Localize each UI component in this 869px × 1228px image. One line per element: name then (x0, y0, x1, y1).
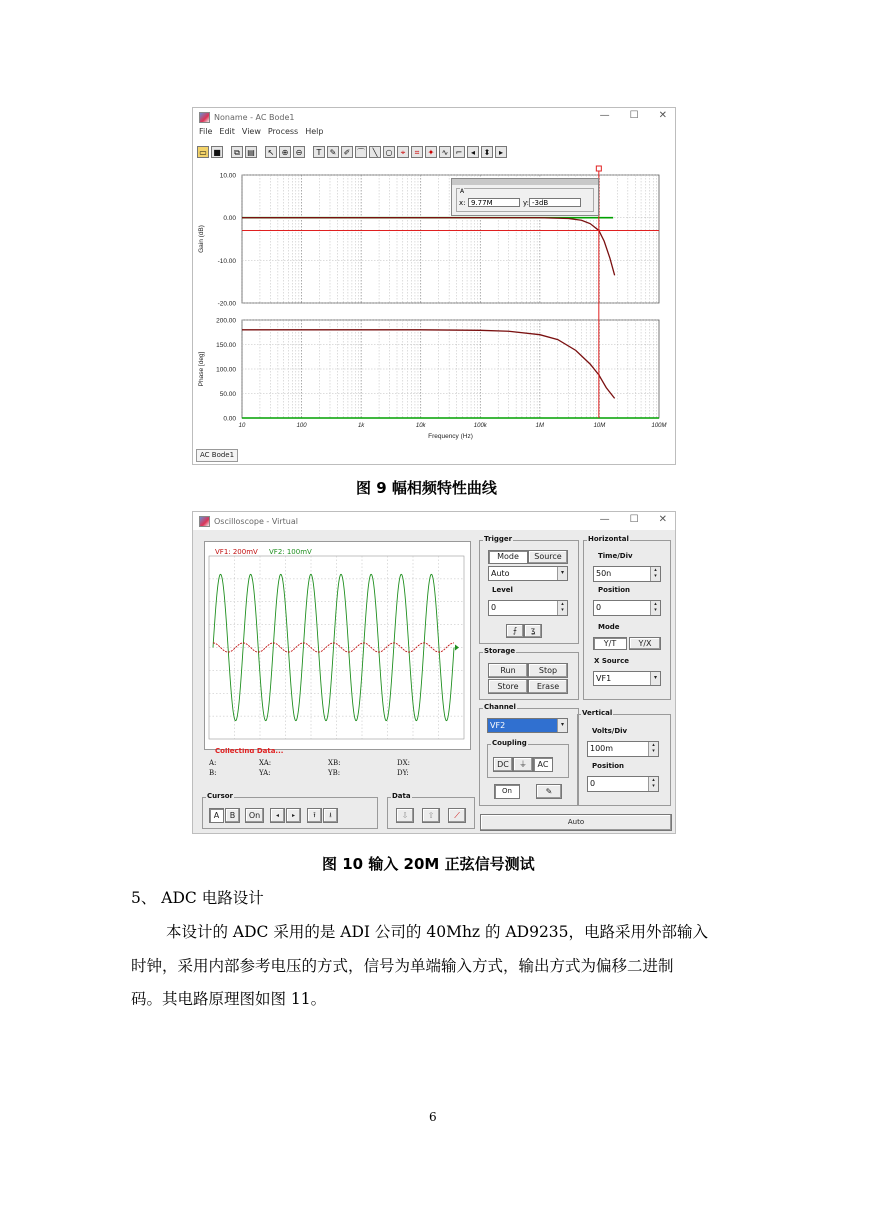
readout-b: B: (209, 769, 217, 777)
cursor-group (456, 188, 594, 212)
cursor-x-label: x: (459, 199, 466, 207)
step-right-icon[interactable]: ▸ (495, 146, 507, 158)
freq-tick-label: 10M (593, 423, 606, 429)
gain-tick-label: -20.00 (217, 300, 236, 308)
trigger-mode-value: Auto (491, 569, 510, 578)
readout-ya: YA: (259, 769, 271, 777)
status-tab[interactable]: AC Bode1 (196, 449, 238, 462)
gain-tick-label: 10.00 (219, 172, 236, 180)
coupling-group-label: Coupling (492, 739, 527, 747)
cursor-b-icon[interactable]: ⌗ (411, 146, 423, 158)
menu-process[interactable]: Process (267, 127, 299, 136)
copy-icon[interactable]: ⧉ (231, 146, 243, 158)
zoom-out-icon[interactable]: ⊖ (293, 146, 305, 158)
storage-erase-button[interactable]: Erase (528, 679, 568, 694)
menu-help[interactable]: Help (305, 127, 324, 136)
trigger-level-input[interactable] (488, 600, 568, 616)
bode-plot-window (192, 107, 676, 465)
gain-tick-label: -10.00 (217, 257, 236, 265)
menu-view[interactable]: View (241, 127, 261, 136)
data-import-icon[interactable]: ⇩ (396, 808, 414, 823)
channel-group-label: Channel (484, 703, 516, 711)
readout-dx: DX: (397, 759, 410, 767)
spinner-icon[interactable]: ▴ ▾ (650, 601, 660, 615)
minimize-button[interactable]: — (599, 110, 630, 121)
readout-xb: XB: (328, 759, 341, 767)
step-left-icon[interactable]: ◂ (467, 146, 479, 158)
vertical-group-label: Vertical (582, 709, 613, 717)
storage-group-label: Storage (484, 647, 516, 655)
spinner-icon[interactable]: ▴ ▾ (557, 601, 567, 615)
cursor-group-label: Cursor (207, 792, 234, 800)
collecting-data-status: Collecting Data... (215, 748, 284, 753)
maximize-button[interactable]: ☐ (629, 110, 659, 121)
cursor-readout-box (451, 178, 599, 216)
pointer-icon[interactable]: ↖ (265, 146, 277, 158)
v-position-input[interactable] (587, 776, 659, 792)
paragraph-line-1: 本设计的 ADC 采用的是 ADI 公司的 40Mhz 的 AD9235，电路采用外部输入 (166, 923, 709, 941)
data-group-label: Data (392, 792, 411, 800)
bode-title: Noname - AC Bode1 (214, 112, 295, 122)
minimize-button[interactable]: — (599, 514, 630, 525)
menu-file[interactable]: File (199, 127, 213, 136)
menu-edit[interactable]: Edit (219, 127, 235, 136)
trigger-mode-select[interactable] (488, 566, 568, 581)
data-graph-icon[interactable]: ⟋ (448, 808, 466, 823)
app-icon (199, 112, 210, 123)
phase-tick-label: 100.00 (216, 366, 236, 374)
freq-tick-label: 100k (473, 423, 487, 429)
phase-tick-label: 0.00 (223, 415, 236, 423)
phase-tick-label: 150.00 (216, 342, 236, 349)
oscilloscope-window (192, 511, 676, 834)
channel-value: VF2 (490, 721, 506, 730)
vf2-label: VF2: 100mV (269, 548, 312, 556)
circle-icon[interactable]: ○ (383, 146, 395, 158)
cursor-group (202, 792, 378, 829)
trigger-falling-edge-button[interactable]: ʓ (524, 624, 542, 638)
storage-store-button[interactable]: Store (488, 679, 528, 694)
storage-stop-button[interactable]: Stop (528, 663, 568, 678)
cursor-handle (596, 166, 601, 171)
phase-tick-label: 50.00 (219, 391, 236, 398)
paragraph-line-2: 时钟，采用内部参考电压的方式，信号为单端输入方式，输出方式为偏移二进制 (131, 957, 674, 975)
spinner-icon[interactable]: ▴ ▾ (648, 777, 658, 791)
menu-bar (193, 127, 323, 140)
close-button[interactable]: ✕ (658, 110, 667, 121)
h-position-label: Position (598, 586, 631, 594)
marker-icon[interactable]: ✦ (425, 146, 437, 158)
cursor-b-button[interactable]: B (225, 808, 240, 823)
h-position-input[interactable] (593, 600, 661, 616)
x-source-value: VF1 (596, 674, 612, 683)
cursor-box-header (452, 179, 598, 185)
storage-group (479, 647, 579, 700)
spinner-icon[interactable]: ▴ ▾ (648, 742, 658, 756)
time-div-value: 50n (596, 569, 612, 578)
volts-div-input[interactable] (587, 741, 659, 757)
paragraph-line-3: 码。其电路原理图如图 11。 (131, 990, 327, 1008)
pencil-icon[interactable]: ✐ (341, 146, 353, 158)
volts-div-value: 100m (590, 744, 614, 753)
cursor-down-button[interactable]: ⭳ (323, 808, 338, 823)
close-button[interactable]: ✕ (658, 514, 667, 525)
time-div-label: Time/Div (598, 552, 633, 560)
trigger-source-tab[interactable]: Source (528, 550, 568, 564)
vertical-group (577, 709, 671, 806)
window-controls (600, 514, 667, 525)
text-icon[interactable]: T (313, 146, 325, 158)
scope-screen (204, 541, 471, 750)
cursor-a-icon[interactable]: ⌖ (397, 146, 409, 158)
figure-9-caption: 图 9 幅相频特性曲线 (356, 479, 497, 497)
readout-a: A: (209, 759, 217, 767)
coupling-ac-button[interactable]: AC (533, 757, 553, 772)
freq-tick-label: 100 (296, 423, 307, 429)
channel-select[interactable] (487, 718, 568, 733)
trigger-level-value: 0 (491, 603, 497, 612)
storage-run-button[interactable]: Run (488, 663, 528, 678)
bode-plot-area (193, 162, 675, 452)
osc-titlebar (193, 512, 675, 530)
probe-icon[interactable]: ✎ (536, 784, 562, 799)
step-updown-icon[interactable]: ⬍ (481, 146, 493, 158)
window-controls (600, 110, 667, 121)
phase-axis-label: Phase [deg] (198, 351, 205, 387)
spinner-icon[interactable]: ▴ ▾ (650, 567, 660, 581)
maximize-button[interactable]: ☐ (629, 514, 659, 525)
app-icon (199, 516, 210, 527)
chevron-down-icon[interactable]: ▾ (557, 719, 567, 732)
cursor-a-button[interactable]: A (209, 808, 224, 823)
cursor-group-label: A (460, 188, 465, 195)
coupling-gnd-button[interactable]: ⏚ (513, 757, 533, 772)
x-source-select[interactable] (593, 671, 661, 686)
coupling-dc-button[interactable]: DC (493, 757, 513, 772)
arc-icon[interactable]: ⌒ (357, 148, 365, 157)
cursor-y-field[interactable]: -3dB (529, 198, 581, 207)
gain-tick-label: 0.00 (223, 215, 236, 223)
channel-on-button[interactable]: On (494, 784, 520, 799)
v-position-label: Position (592, 762, 625, 770)
data-group (387, 792, 475, 829)
data-export-icon[interactable]: ⇧ (422, 808, 440, 823)
x-source-label: X Source (594, 657, 630, 665)
readout-dy: DY: (397, 769, 409, 777)
scope-traces (205, 542, 470, 749)
freq-tick-label: 1k (357, 423, 365, 429)
chevron-down-icon[interactable]: ▾ (650, 672, 660, 685)
cursor-up-button[interactable]: ⭱ (307, 808, 322, 823)
trigger-group-label: Trigger (484, 535, 513, 543)
page-number: 6 (429, 1110, 437, 1124)
osc-title: Oscilloscope - Virtual (214, 516, 298, 526)
mode-yt-button[interactable]: Y/T (593, 637, 627, 650)
save-icon[interactable]: ■ (211, 146, 223, 158)
readout-yb: YB: (328, 769, 341, 777)
v-position-value: 0 (590, 779, 596, 788)
section-heading: 5、 ADC 电路设计 (131, 889, 264, 907)
auto-button[interactable]: Auto (480, 814, 672, 831)
readout-xa: XA: (259, 759, 272, 767)
phase-tick-label: 200.00 (216, 317, 236, 325)
cursor-right-button[interactable]: ▸ (286, 808, 301, 823)
figure-10-caption: 图 10 输入 20M 正弦信号测试 (322, 855, 535, 873)
horizontal-group-label: Horizontal (588, 535, 629, 543)
paste-icon[interactable]: ▤ (245, 146, 257, 158)
cursor-on-button[interactable]: On (245, 808, 264, 823)
pen-icon[interactable]: ✎ (327, 146, 339, 158)
trigger-mode-tab[interactable]: Mode (488, 550, 528, 564)
horizontal-group (583, 535, 671, 700)
open-icon[interactable]: ▭ (197, 146, 209, 158)
chevron-down-icon[interactable]: ▾ (557, 567, 567, 580)
toolbar (197, 144, 507, 160)
step-icon[interactable]: ⌐ (453, 146, 465, 158)
line-icon[interactable]: ╲ (369, 146, 381, 158)
h-position-value: 0 (596, 603, 602, 612)
trigger-rising-edge-button[interactable]: ⨍ (506, 624, 524, 638)
frequency-axis-label: Frequency (Hz) (428, 433, 473, 440)
trigger-level-label: Level (492, 586, 513, 594)
mode-yx-button[interactable]: Y/X (629, 637, 661, 650)
h-mode-label: Mode (598, 623, 620, 631)
freq-tick-label: 100M (651, 423, 667, 429)
bode-titlebar (193, 108, 675, 126)
gain-axis-label: Gain (dB) (198, 225, 205, 253)
curve-icon[interactable]: ∿ (439, 146, 451, 158)
freq-tick-label: 10k (415, 423, 426, 429)
cursor-left-button[interactable]: ◂ (270, 808, 285, 823)
trigger-group (479, 535, 579, 644)
channel-group (479, 703, 579, 806)
coupling-group (487, 739, 569, 778)
time-div-input[interactable] (593, 566, 661, 582)
cursor-y-label: y: (523, 199, 529, 207)
zoom-in-icon[interactable]: ⊕ (279, 146, 291, 158)
freq-tick-label: 1M (535, 423, 545, 429)
vf1-label: VF1: 200mV (215, 548, 258, 556)
freq-tick-label: 10 (238, 423, 246, 429)
volts-div-label: Volts/Div (592, 727, 628, 735)
cursor-x-field[interactable]: 9.77M (468, 198, 520, 207)
